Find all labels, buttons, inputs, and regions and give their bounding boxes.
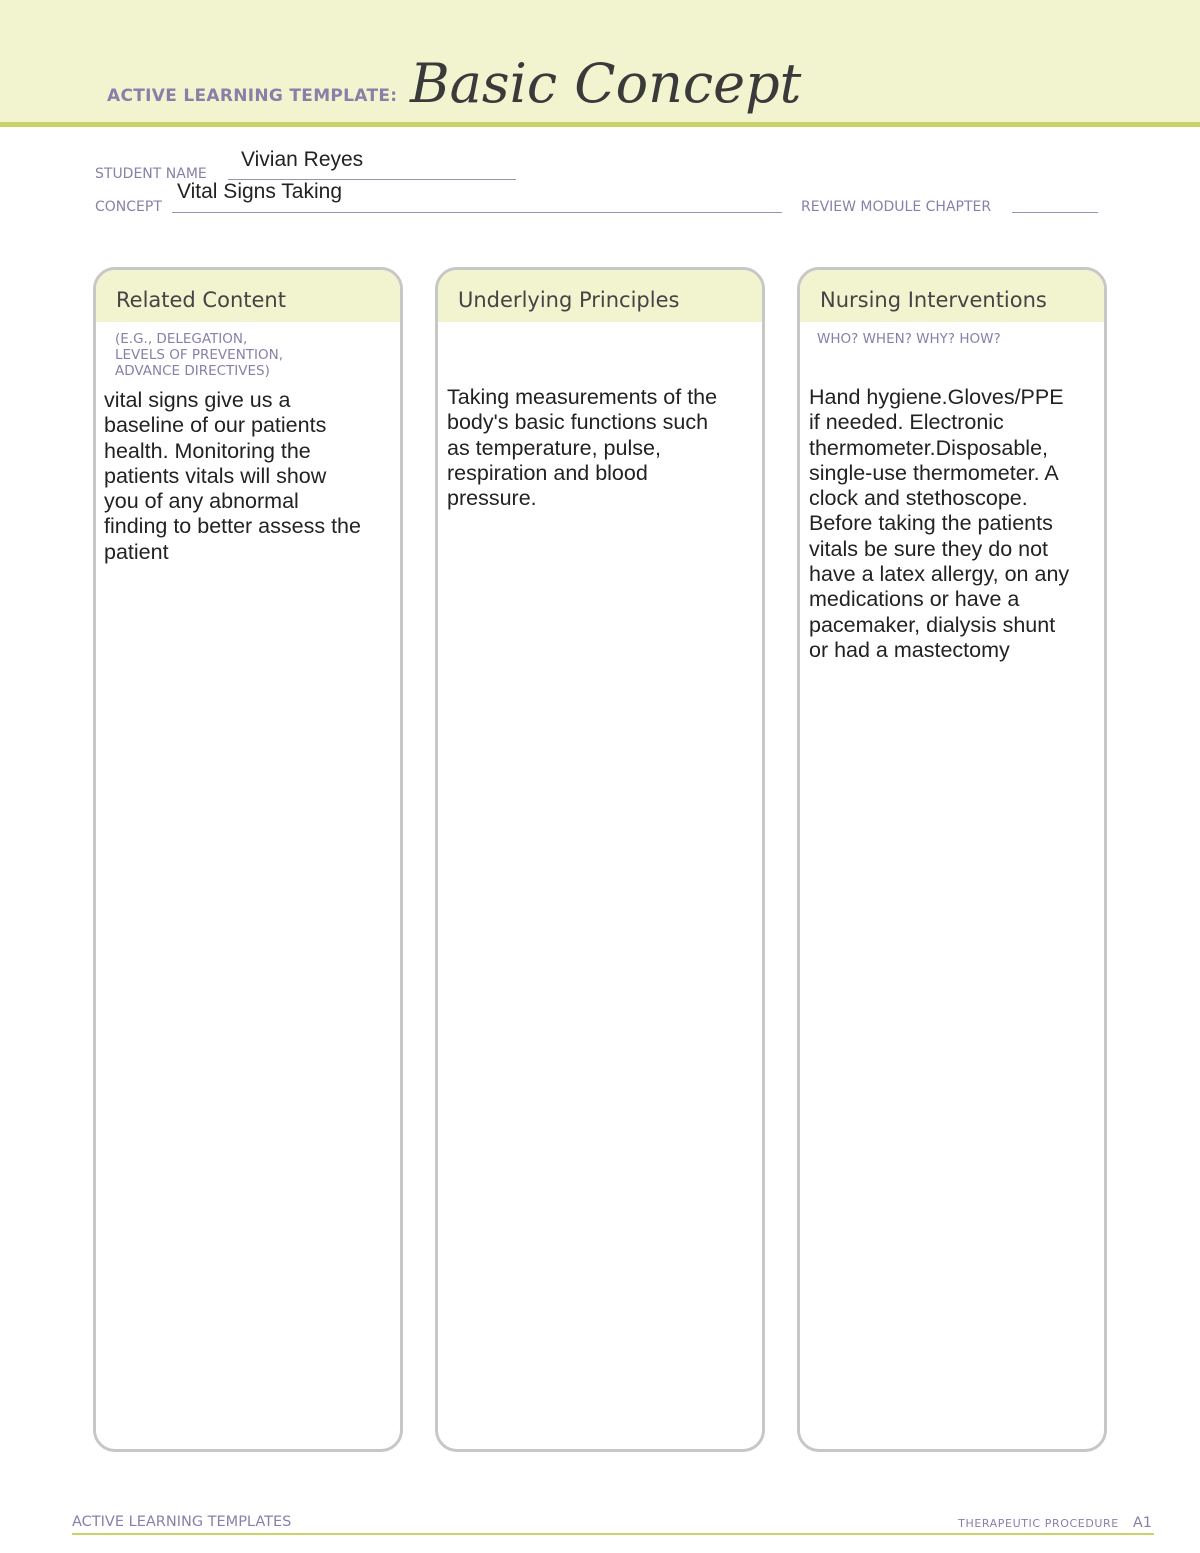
panel-header: [438, 270, 762, 322]
footer-section: [958, 1515, 1152, 1531]
panel-header: [800, 270, 1104, 322]
concept-label: CONCEPT: [95, 199, 162, 215]
concept-line: [172, 211, 782, 213]
footer-title: ACTIVE LEARNING TEMPLATES: [72, 1514, 292, 1530]
related-content-text[interactable]: vital signs give us a baseline of our patients health. Monitoring the patients vitals will show you of any abnormal finding to better assess the patient: [104, 388, 361, 564]
student-name-field[interactable]: Vivian Reyes: [241, 148, 364, 171]
panel-hint: (E.G., DELEGATION, LEVELS OF PREVENTION, ADVANCE DIRECTIVES): [115, 331, 284, 379]
panel-header: [96, 270, 400, 322]
footer-rule: [72, 1533, 1154, 1535]
panel-underlying-principles: [435, 267, 765, 1452]
page-number: A1: [1132, 1515, 1152, 1531]
panel-title: Underlying Principles: [458, 288, 680, 312]
header-rule: [0, 122, 1200, 127]
review-module-line: [1012, 211, 1098, 213]
page-title: Basic Concept: [410, 52, 802, 115]
template-label: ACTIVE LEARNING TEMPLATE:: [107, 86, 398, 106]
panel-title: Nursing Interventions: [820, 288, 1047, 312]
review-module-label: REVIEW MODULE CHAPTER: [801, 199, 992, 215]
concept-field[interactable]: Vital Signs Taking: [177, 180, 342, 203]
underlying-principles-text[interactable]: Taking measurements of the body's basic functions such as temperature, pulse, respiration and blood pressure.: [447, 385, 718, 511]
nursing-interventions-text[interactable]: Hand hygiene.Gloves/PPE if needed. Electronic thermometer.Disposable, single-use thermometer. A clock and stethoscope. Before taking the patients vitals be sure they do not have a latex allergy, on any medications or have a pacemaker, dialysis shunt or had a mastectomy: [809, 385, 1070, 662]
panel-related-content: [93, 267, 403, 1452]
panel-nursing-interventions: [797, 267, 1107, 1452]
panel-title: Related Content: [116, 288, 286, 312]
student-name-label: STUDENT NAME: [95, 166, 207, 182]
panel-hint: WHO? WHEN? WHY? HOW?: [817, 331, 1001, 347]
footer-section-label: THERAPEUTIC PROCEDURE: [958, 1517, 1119, 1530]
